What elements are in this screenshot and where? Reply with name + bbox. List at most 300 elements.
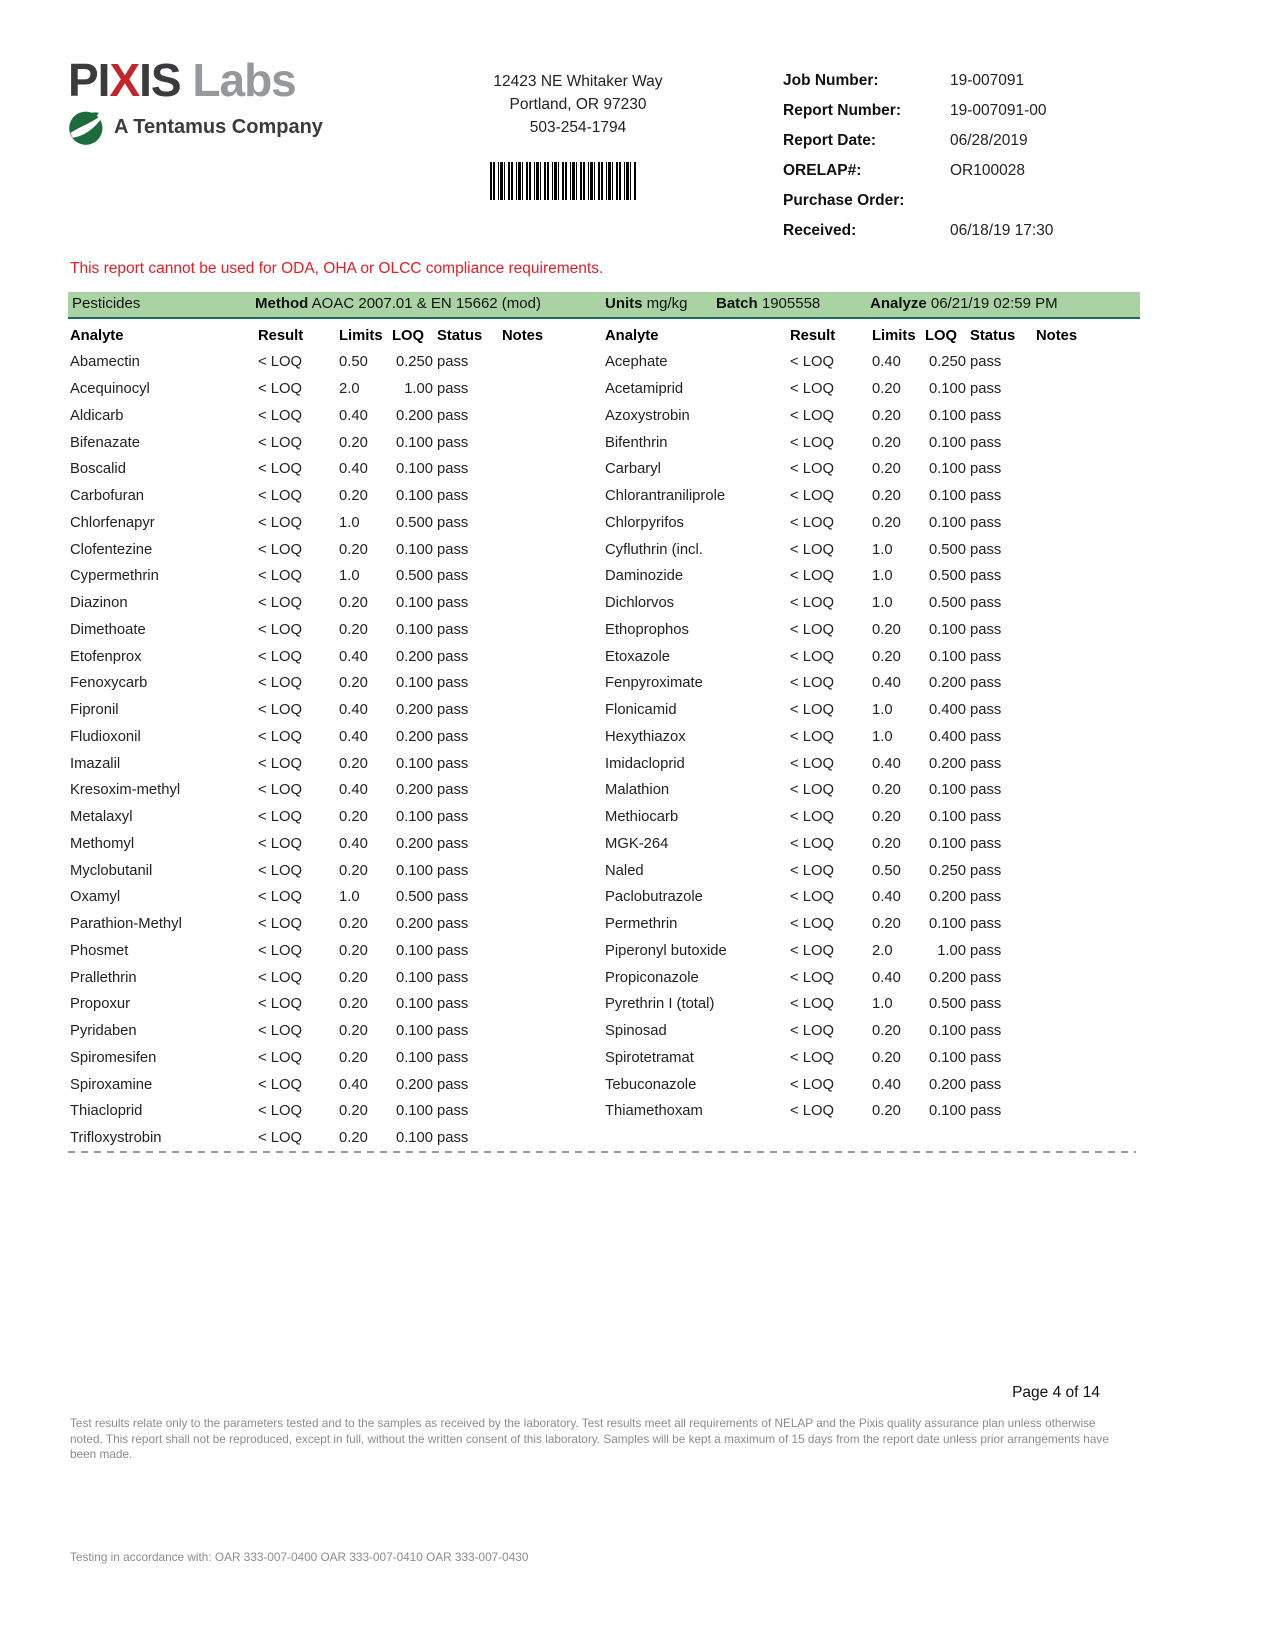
table-row xyxy=(605,857,1145,884)
table-row xyxy=(70,911,605,938)
table-row xyxy=(70,804,605,831)
method-value: AOAC 2007.01 & EN 15662 (mod) xyxy=(311,295,541,312)
cell-limits: 0.20 xyxy=(872,407,901,424)
cell-result: < LOQ xyxy=(258,1023,303,1040)
cell-status: pass xyxy=(970,568,1002,585)
cell-limits: 0.40 xyxy=(872,969,901,986)
cell-status: pass xyxy=(437,969,469,986)
cell-analyte: Diazinon xyxy=(70,595,128,612)
cell-status: pass xyxy=(970,1076,1002,1093)
table-row xyxy=(70,590,605,617)
cell-limits: 0.20 xyxy=(339,488,368,505)
cell-loq: 0.200 xyxy=(395,916,433,933)
cell-limits: 0.20 xyxy=(339,434,368,451)
cell-limits: 1.0 xyxy=(872,568,893,585)
table-row xyxy=(70,670,605,697)
cell-analyte: Pyridaben xyxy=(70,1023,137,1040)
cell-analyte: Tebuconazole xyxy=(605,1076,697,1093)
cell-limits: 0.20 xyxy=(872,809,901,826)
cell-limits: 0.40 xyxy=(872,675,901,692)
cell-result: < LOQ xyxy=(790,461,835,478)
cell-analyte: Acephate xyxy=(605,354,668,371)
cell-analyte: Hexythiazox xyxy=(605,728,686,745)
table-row xyxy=(605,938,1145,965)
cell-analyte: Flonicamid xyxy=(605,702,677,719)
address-line2: Portland, OR 97230 xyxy=(509,96,647,113)
cell-limits: 0.40 xyxy=(872,354,901,371)
cell-analyte: Azoxystrobin xyxy=(605,407,690,424)
cell-result: < LOQ xyxy=(790,996,835,1013)
cell-result: < LOQ xyxy=(258,541,303,558)
info-label: ORELAP#: xyxy=(783,162,862,179)
cell-status: pass xyxy=(437,889,469,906)
cell-analyte: Dimethoate xyxy=(70,621,146,638)
cell-loq: 0.500 xyxy=(928,568,966,585)
cell-loq: 0.100 xyxy=(928,916,966,933)
cell-analyte: Fipronil xyxy=(70,702,119,719)
info-row xyxy=(783,216,1053,246)
leaf-icon xyxy=(68,108,106,146)
cell-result: < LOQ xyxy=(790,675,835,692)
header-result: Result xyxy=(790,327,836,344)
cell-loq: 0.100 xyxy=(395,1130,433,1147)
cell-loq: 0.100 xyxy=(928,809,966,826)
table-row xyxy=(605,991,1145,1018)
cell-status: pass xyxy=(437,488,469,505)
cell-result: < LOQ xyxy=(790,755,835,772)
cell-limits: 0.40 xyxy=(339,728,368,745)
cell-result: < LOQ xyxy=(790,568,835,585)
cell-analyte: Chlorantraniliprole xyxy=(605,488,726,505)
info-row xyxy=(783,126,1053,156)
cell-limits: 0.20 xyxy=(872,514,901,531)
header-loq: LOQ xyxy=(925,327,958,344)
cell-loq: 0.200 xyxy=(928,969,966,986)
cell-analyte: Thiacloprid xyxy=(70,1103,143,1120)
cell-analyte: Trifloxystrobin xyxy=(70,1130,162,1147)
disclaimer-text: Test results relate only to the parameters tested and to the samples as received by the laboratory. Test results meet all requirements of NELAP and the Pixis quality assurance plan unless otherwise noted. This report shall not be reproduced, except in full, without the written consent of this laboratory. Samples will be kept a maximum of 15 days from the report date unless prior arrangements have been made. xyxy=(70,1416,1109,1461)
cell-status: pass xyxy=(970,916,1002,933)
cell-analyte: Prallethrin xyxy=(70,969,137,986)
table-row xyxy=(70,697,605,724)
cell-analyte: Parathion-Methyl xyxy=(70,916,182,933)
method-label: Method xyxy=(255,295,309,312)
section-bar xyxy=(68,292,1140,319)
table-header-row xyxy=(605,322,1145,349)
cell-status: pass xyxy=(437,1076,469,1093)
cell-result: < LOQ xyxy=(258,702,303,719)
cell-status: pass xyxy=(437,1023,469,1040)
batch-value: 1905558 xyxy=(761,295,821,312)
cell-result: < LOQ xyxy=(790,1076,835,1093)
cell-loq: 0.250 xyxy=(395,354,433,371)
cell-analyte: Etofenprox xyxy=(70,648,142,665)
table-header-row xyxy=(70,322,605,349)
cell-loq: 0.100 xyxy=(928,782,966,799)
table-row xyxy=(605,403,1145,430)
cell-status: pass xyxy=(970,835,1002,852)
cell-analyte: Fenoxycarb xyxy=(70,675,148,692)
table-row xyxy=(605,1018,1145,1045)
cell-result: < LOQ xyxy=(790,809,835,826)
cell-limits: 0.20 xyxy=(339,1049,368,1066)
cell-analyte: Thiamethoxam xyxy=(605,1103,703,1120)
cell-status: pass xyxy=(970,862,1002,879)
cell-status: pass xyxy=(437,862,469,879)
cell-loq: 0.100 xyxy=(928,461,966,478)
address-line3: 503-254-1794 xyxy=(529,119,627,136)
cell-limits: 1.0 xyxy=(339,568,360,585)
cell-loq: 0.100 xyxy=(928,835,966,852)
cell-loq: 0.100 xyxy=(928,381,966,398)
cell-result: < LOQ xyxy=(258,568,303,585)
cell-result: < LOQ xyxy=(258,461,303,478)
cell-loq: 0.100 xyxy=(928,434,966,451)
cell-status: pass xyxy=(970,648,1002,665)
cell-analyte: MGK-264 xyxy=(605,835,669,852)
table-row xyxy=(605,349,1145,376)
cell-status: pass xyxy=(970,354,1002,371)
cell-analyte: Naled xyxy=(605,862,644,879)
section-title: Pesticides xyxy=(72,295,141,312)
cell-result: < LOQ xyxy=(258,969,303,986)
table-row xyxy=(70,510,605,537)
cell-status: pass xyxy=(437,354,469,371)
table-row xyxy=(70,857,605,884)
cell-status: pass xyxy=(437,996,469,1013)
cell-limits: 0.50 xyxy=(339,354,368,371)
cell-status: pass xyxy=(970,996,1002,1013)
cell-analyte: Aldicarb xyxy=(70,407,124,424)
cell-status: pass xyxy=(970,514,1002,531)
cell-status: pass xyxy=(970,488,1002,505)
table-row xyxy=(70,1098,605,1125)
units-label: Units xyxy=(605,295,643,312)
header-limits: Limits xyxy=(339,327,383,344)
cell-loq: 1.00 xyxy=(937,942,966,959)
cell-result: < LOQ xyxy=(258,996,303,1013)
table-row xyxy=(70,429,605,456)
info-label: Received: xyxy=(783,222,857,239)
cell-status: pass xyxy=(437,809,469,826)
cell-result: < LOQ xyxy=(258,621,303,638)
table-row xyxy=(605,563,1145,590)
cell-limits: 0.20 xyxy=(339,621,368,638)
cell-limits: 0.20 xyxy=(339,1023,368,1040)
compliance-notice: This report cannot be used for ODA, OHA or OLCC compliance requirements. xyxy=(70,260,604,277)
cell-loq: 0.400 xyxy=(928,728,966,745)
cell-loq: 0.200 xyxy=(395,648,433,665)
cell-loq: 0.250 xyxy=(928,354,966,371)
cell-status: pass xyxy=(437,782,469,799)
cell-analyte: Imazalil xyxy=(70,755,121,772)
cell-status: pass xyxy=(437,702,469,719)
table-row xyxy=(605,536,1145,563)
cell-analyte: Propoxur xyxy=(70,996,131,1013)
lab-logo xyxy=(68,56,323,146)
cell-limits: 0.40 xyxy=(872,755,901,772)
tagline-text: A Tentamus Company xyxy=(114,115,323,138)
cell-loq: 0.100 xyxy=(395,595,433,612)
table-row xyxy=(605,831,1145,858)
cell-status: pass xyxy=(437,755,469,772)
table-row xyxy=(605,884,1145,911)
table-row xyxy=(70,403,605,430)
table-row xyxy=(70,1125,605,1152)
cell-limits: 1.0 xyxy=(872,728,893,745)
cell-status: pass xyxy=(970,755,1002,772)
lab-address xyxy=(428,70,728,139)
cell-result: < LOQ xyxy=(790,862,835,879)
logo-part: IS xyxy=(139,54,181,106)
cell-limits: 2.0 xyxy=(872,942,893,959)
cell-status: pass xyxy=(970,782,1002,799)
cell-status: pass xyxy=(437,1130,469,1147)
cell-status: pass xyxy=(437,568,469,585)
cell-status: pass xyxy=(437,514,469,531)
info-label: Report Date: xyxy=(783,132,877,149)
cell-result: < LOQ xyxy=(258,407,303,424)
cell-analyte: Spiroxamine xyxy=(70,1076,153,1093)
cell-result: < LOQ xyxy=(790,942,835,959)
section-units xyxy=(605,295,688,312)
cell-loq: 0.100 xyxy=(928,407,966,424)
cell-limits: 1.0 xyxy=(872,702,893,719)
cell-analyte: Spirotetramat xyxy=(605,1049,694,1066)
cell-loq: 0.200 xyxy=(395,407,433,424)
cell-limits: 1.0 xyxy=(872,541,893,558)
cell-status: pass xyxy=(970,675,1002,692)
cell-status: pass xyxy=(437,381,469,398)
cell-limits: 1.0 xyxy=(872,996,893,1013)
header-notes: Notes xyxy=(1036,327,1078,344)
cell-result: < LOQ xyxy=(790,381,835,398)
info-row xyxy=(783,66,1053,96)
cell-result: < LOQ xyxy=(258,862,303,879)
analyze-value: 06/21/19 02:59 PM xyxy=(930,295,1058,312)
info-label: Purchase Order: xyxy=(783,192,905,209)
cell-limits: 0.20 xyxy=(339,916,368,933)
cell-analyte: Permethrin xyxy=(605,916,678,933)
cell-result: < LOQ xyxy=(258,514,303,531)
cell-status: pass xyxy=(437,648,469,665)
cell-result: < LOQ xyxy=(790,541,835,558)
cell-status: pass xyxy=(970,809,1002,826)
logo-labs: Labs xyxy=(180,54,296,106)
cell-status: pass xyxy=(437,1049,469,1066)
cell-analyte: Clofentezine xyxy=(70,541,153,558)
cell-loq: 0.200 xyxy=(928,889,966,906)
cell-status: pass xyxy=(437,675,469,692)
cell-loq: 0.100 xyxy=(928,1049,966,1066)
page-number: Page 4 of 14 xyxy=(1012,1384,1100,1401)
cell-limits: 0.20 xyxy=(872,1023,901,1040)
header-status: Status xyxy=(970,327,1016,344)
cell-result: < LOQ xyxy=(258,809,303,826)
cell-result: < LOQ xyxy=(258,942,303,959)
cell-loq: 0.200 xyxy=(395,702,433,719)
cell-loq: 0.100 xyxy=(395,809,433,826)
table-row xyxy=(70,1071,605,1098)
cell-result: < LOQ xyxy=(790,702,835,719)
cell-analyte: Dichlorvos xyxy=(605,595,675,612)
cell-limits: 0.20 xyxy=(872,916,901,933)
cell-limits: 0.20 xyxy=(339,942,368,959)
table-row xyxy=(605,697,1145,724)
cell-loq: 0.100 xyxy=(395,996,433,1013)
cell-analyte: Etoxazole xyxy=(605,648,670,665)
cell-limits: 0.20 xyxy=(339,996,368,1013)
cell-limits: 0.20 xyxy=(872,381,901,398)
table-row xyxy=(605,1071,1145,1098)
cell-limits: 0.40 xyxy=(339,1076,368,1093)
table-row xyxy=(70,349,605,376)
cell-limits: 0.50 xyxy=(872,862,901,879)
cell-result: < LOQ xyxy=(790,1023,835,1040)
dashed-separator xyxy=(68,1151,1136,1153)
table-row xyxy=(70,1018,605,1045)
cell-loq: 0.100 xyxy=(395,1023,433,1040)
cell-result: < LOQ xyxy=(258,354,303,371)
cell-limits: 0.20 xyxy=(339,1103,368,1120)
cell-analyte: Bifenthrin xyxy=(605,434,668,451)
cell-status: pass xyxy=(970,1049,1002,1066)
cell-status: pass xyxy=(970,621,1002,638)
table-row xyxy=(605,617,1145,644)
table-row xyxy=(605,964,1145,991)
cell-result: < LOQ xyxy=(258,434,303,451)
cell-status: pass xyxy=(437,728,469,745)
table-row xyxy=(70,831,605,858)
table-row xyxy=(605,1098,1145,1125)
table-row xyxy=(605,376,1145,403)
header-status: Status xyxy=(437,327,483,344)
cell-result: < LOQ xyxy=(790,969,835,986)
cell-loq: 0.100 xyxy=(395,1049,433,1066)
cell-result: < LOQ xyxy=(258,782,303,799)
cell-loq: 0.200 xyxy=(395,728,433,745)
cell-status: pass xyxy=(437,942,469,959)
cell-loq: 0.100 xyxy=(928,514,966,531)
cell-limits: 1.0 xyxy=(339,889,360,906)
cell-analyte: Imidacloprid xyxy=(605,755,685,772)
cell-loq: 0.100 xyxy=(928,1103,966,1120)
cell-result: < LOQ xyxy=(258,675,303,692)
cell-limits: 0.20 xyxy=(872,1103,901,1120)
table-row xyxy=(605,510,1145,537)
cell-result: < LOQ xyxy=(790,648,835,665)
cell-limits: 0.40 xyxy=(339,461,368,478)
cell-status: pass xyxy=(970,889,1002,906)
cell-analyte: Methiocarb xyxy=(605,809,679,826)
header-analyte: Analyte xyxy=(605,327,659,344)
table-row xyxy=(605,643,1145,670)
cell-result: < LOQ xyxy=(258,889,303,906)
info-label: Report Number: xyxy=(783,102,901,119)
cell-loq: 0.100 xyxy=(395,969,433,986)
cell-result: < LOQ xyxy=(258,728,303,745)
table-row xyxy=(70,617,605,644)
table-row xyxy=(605,1045,1145,1072)
table-row xyxy=(605,777,1145,804)
cell-status: pass xyxy=(437,595,469,612)
cell-limits: 1.0 xyxy=(872,595,893,612)
info-row xyxy=(783,96,1053,126)
units-value: mg/kg xyxy=(646,295,688,312)
cell-limits: 0.20 xyxy=(339,1130,368,1147)
cell-loq: 0.200 xyxy=(928,675,966,692)
cell-limits: 0.20 xyxy=(872,621,901,638)
cell-analyte: Cypermethrin xyxy=(70,568,159,585)
cell-limits: 0.20 xyxy=(339,595,368,612)
cell-loq: 0.100 xyxy=(928,648,966,665)
logo-part: PI xyxy=(68,54,110,106)
cell-limits: 0.40 xyxy=(872,889,901,906)
table-row xyxy=(70,938,605,965)
cell-status: pass xyxy=(970,1103,1002,1120)
table-row xyxy=(605,456,1145,483)
cell-analyte: Chlorfenapyr xyxy=(70,514,155,531)
cell-analyte: Kresoxim-methyl xyxy=(70,782,181,799)
cell-loq: 0.200 xyxy=(395,782,433,799)
table-row xyxy=(70,750,605,777)
cell-limits: 0.20 xyxy=(872,782,901,799)
cell-result: < LOQ xyxy=(790,728,835,745)
cell-status: pass xyxy=(970,969,1002,986)
cell-result: < LOQ xyxy=(258,488,303,505)
cell-result: < LOQ xyxy=(258,381,303,398)
cell-loq: 0.200 xyxy=(395,835,433,852)
cell-loq: 1.00 xyxy=(404,381,433,398)
cell-result: < LOQ xyxy=(790,514,835,531)
cell-status: pass xyxy=(970,434,1002,451)
cell-loq: 0.400 xyxy=(928,702,966,719)
table-row xyxy=(70,724,605,751)
cell-result: < LOQ xyxy=(258,1076,303,1093)
cell-status: pass xyxy=(437,541,469,558)
cell-loq: 0.100 xyxy=(395,461,433,478)
cell-limits: 0.20 xyxy=(872,488,901,505)
cell-status: pass xyxy=(970,381,1002,398)
section-method xyxy=(255,295,541,312)
address-line1: 12423 NE Whitaker Way xyxy=(493,73,663,90)
cell-limits: 0.20 xyxy=(339,675,368,692)
cell-status: pass xyxy=(970,407,1002,424)
cell-result: < LOQ xyxy=(790,889,835,906)
table-row xyxy=(70,964,605,991)
cell-result: < LOQ xyxy=(790,354,835,371)
cell-analyte: Oxamyl xyxy=(70,889,121,906)
cell-limits: 0.20 xyxy=(872,1049,901,1066)
cell-loq: 0.500 xyxy=(395,889,433,906)
cell-loq: 0.500 xyxy=(395,568,433,585)
cell-loq: 0.200 xyxy=(395,1076,433,1093)
cell-result: < LOQ xyxy=(258,916,303,933)
cell-loq: 0.100 xyxy=(395,621,433,638)
header-limits: Limits xyxy=(872,327,916,344)
cell-loq: 0.100 xyxy=(928,1023,966,1040)
cell-limits: 1.0 xyxy=(339,514,360,531)
results-table-left xyxy=(70,322,605,1152)
cell-result: < LOQ xyxy=(258,595,303,612)
cell-loq: 0.500 xyxy=(928,541,966,558)
header-loq: LOQ xyxy=(392,327,425,344)
cell-limits: 0.20 xyxy=(339,755,368,772)
cell-analyte: Acequinocyl xyxy=(70,381,150,398)
cell-analyte: Malathion xyxy=(605,782,670,799)
cell-status: pass xyxy=(437,407,469,424)
cell-limits: 0.40 xyxy=(339,835,368,852)
